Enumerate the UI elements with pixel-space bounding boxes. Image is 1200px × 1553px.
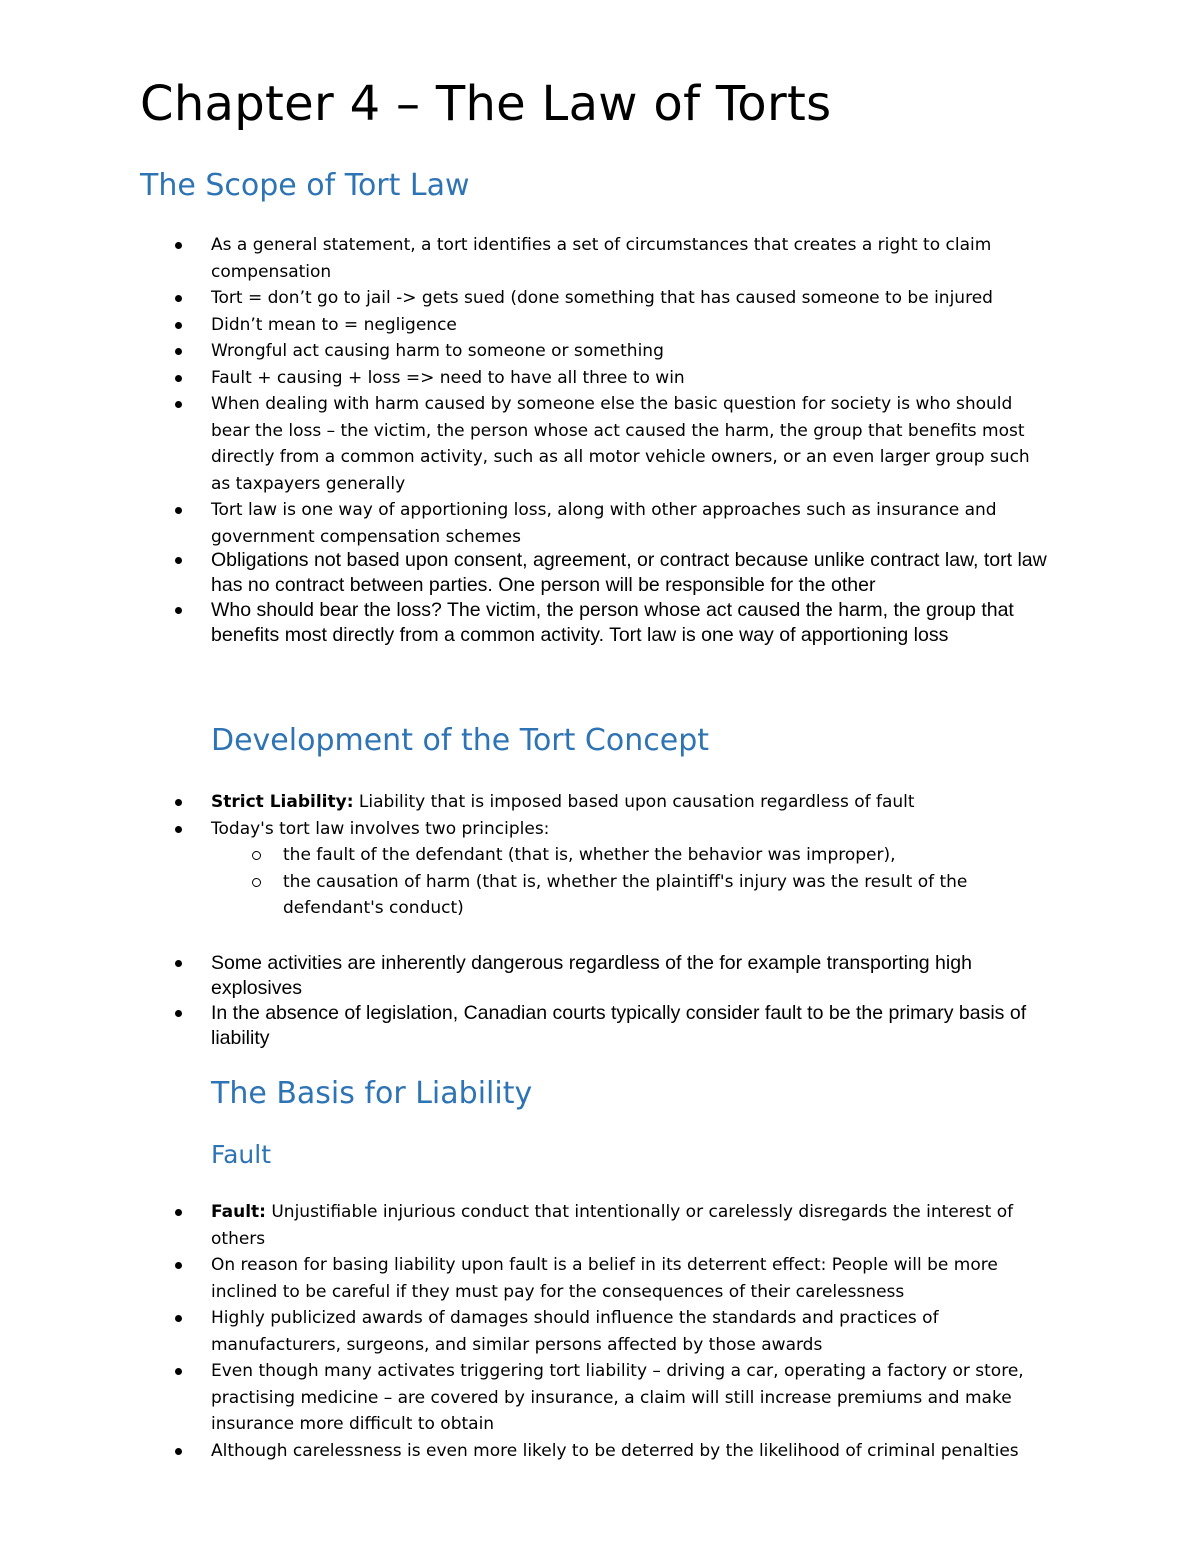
term-strict-liability: Strict Liability:: [211, 792, 354, 812]
development-bullet-list: [211, 789, 1041, 922]
principles-sublist: [211, 842, 1043, 922]
development-bullet-list-2: [211, 951, 1061, 1051]
sublist-item: the fault of the defendant (that is, whether the behavior was improper),: [283, 842, 1043, 869]
list-item: Highly publicized awards of damages should influence the standards and practices of manufacturers, surgeons, and similar persons affected by those awards: [211, 1305, 1046, 1358]
basis-bullet-list: [211, 1199, 1046, 1464]
list-item: In the absence of legislation, Canadian courts typically consider fault to be the primary basis of liability: [211, 1001, 1061, 1051]
list-item: Fault + causing + loss => need to have all three to win: [211, 365, 1041, 392]
scope-bullet-list-2: [211, 548, 1061, 648]
list-item: Didn’t mean to = negligence: [211, 312, 1041, 339]
term-fault: Fault:: [211, 1202, 266, 1222]
list-item: Tort = don’t go to jail -> gets sued (done something that has caused someone to be injured: [211, 285, 1041, 312]
list-item: Some activities are inherently dangerous regardless of the for example transporting high explosives: [211, 951, 1061, 1001]
document-title: Chapter 4 – The Law of Torts: [140, 76, 832, 132]
definition-fault: Unjustifiable injurious conduct that intentionally or carelessly disregards the interest of others: [211, 1202, 1014, 1249]
subheading-fault: Fault: [211, 1140, 271, 1169]
list-item: [211, 789, 1041, 816]
list-item: Although carelessness is even more likely to be deterred by the likelihood of criminal penalties: [211, 1438, 1046, 1465]
list-item: As a general statement, a tort identifies a set of circumstances that creates a right to claim compensation: [211, 232, 1041, 285]
definition-strict-liability: Liability that is imposed based upon causation regardless of fault: [353, 792, 915, 812]
sublist-item: the causation of harm (that is, whether the plaintiff's injury was the result of the defendant's conduct): [283, 869, 1043, 922]
list-item: On reason for basing liability upon fault is a belief in its deterrent effect: People will be more inclined to be careful if they must pay for the consequences of their carelessness: [211, 1252, 1046, 1305]
list-item: [211, 816, 1041, 922]
list-item: Wrongful act causing harm to someone or something: [211, 338, 1041, 365]
list-item: Tort law is one way of apportioning loss, along with other approaches such as insurance and government compensation schemes: [211, 497, 1041, 550]
list-item: Even though many activates triggering tort liability – driving a car, operating a factory or store, practising medicine – are covered by insurance, a claim will still increase premiums and make insurance more difficult to obtain: [211, 1358, 1046, 1438]
principles-intro: Today's tort law involves two principles:: [211, 818, 550, 839]
scope-bullet-list: [211, 232, 1041, 550]
list-item: [211, 1199, 1046, 1252]
list-item: Obligations not based upon consent, agreement, or contract because unlike contract law, tort law has no contract between parties. One person will be responsible for the other: [211, 548, 1061, 598]
heading-basis: The Basis for Liability: [211, 1076, 533, 1111]
heading-scope: The Scope of Tort Law: [140, 168, 470, 203]
list-item: Who should bear the loss? The victim, the person whose act caused the harm, the group that benefits most directly from a common activity. Tort law is one way of apportioning loss: [211, 598, 1061, 648]
list-item: When dealing with harm caused by someone else the basic question for society is who should bear the loss – the victim, the person whose act caused the harm, the group that benefits most directly from a common activity, such as all motor vehicle owners, or an even larger group such as taxpayers generally: [211, 391, 1041, 497]
heading-development: Development of the Tort Concept: [211, 723, 710, 758]
